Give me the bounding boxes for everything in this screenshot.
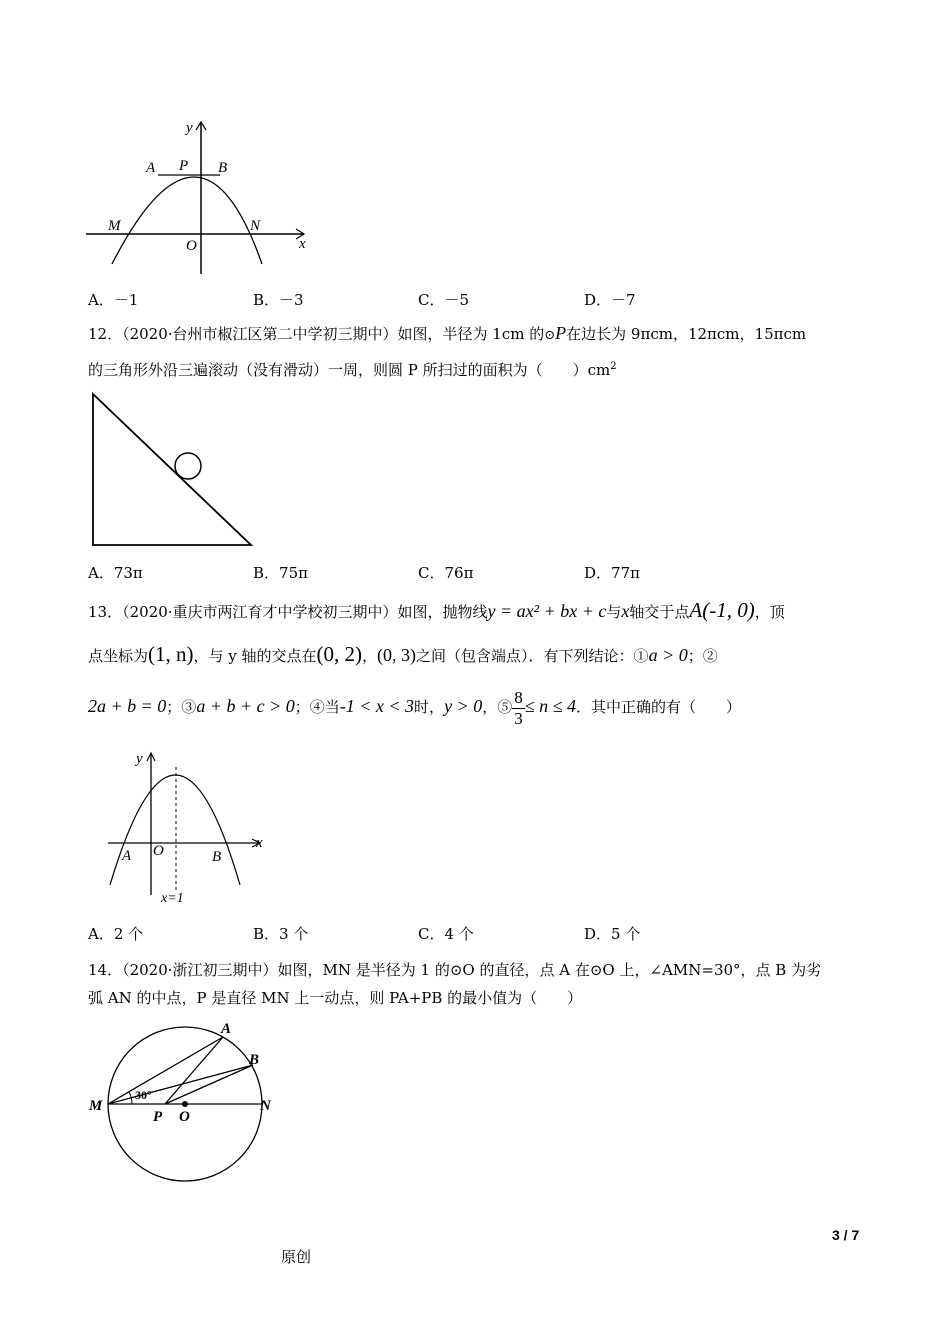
q13-label-axis: x=1 <box>161 891 184 906</box>
q11-label-N: N <box>250 218 261 234</box>
q11-option-b: B．－3 <box>253 291 304 309</box>
q14-label-angle: 30° <box>135 1088 152 1102</box>
q12-option-d: D．77π <box>584 564 640 582</box>
q14-circle-figure <box>85 1015 285 1183</box>
q13-point-a: A(-1, 0) <box>689 598 755 622</box>
q12-triangle-figure <box>88 390 258 550</box>
q13-label-x: x <box>256 835 263 851</box>
q13-conclusion-1: a > 0 <box>648 645 688 665</box>
q11-label-x: x <box>299 236 306 252</box>
q13-option-c: C．4 个 <box>418 925 474 943</box>
q11-parabola-figure <box>82 118 314 278</box>
q13-equation: y = ax² + bx + c <box>487 601 607 621</box>
page-number: 3 / 7 <box>832 1227 860 1243</box>
q12-option-c: C．76π <box>418 564 474 582</box>
q13-label-y: y <box>136 751 143 767</box>
q11-label-M: M <box>108 218 121 234</box>
q13-label-O: O <box>153 843 164 859</box>
q13-option-a: A．2 个 <box>88 925 144 943</box>
q11-option-c: C．－5 <box>418 291 470 309</box>
q13-option-b: B．3 个 <box>253 925 309 943</box>
q12-option-b: B．75π <box>253 564 308 582</box>
q11-label-B: B <box>218 160 228 176</box>
q13-label-B: B <box>212 849 222 865</box>
q12-stem-line2: 的三角形外沿三遍滚动（没有滑动）一周，则圆 P 所扫过的面积为（ ）$cm^2$ <box>88 361 617 379</box>
q13-conclusion-4: -1 < x < 3 <box>339 696 415 716</box>
q13-stem-line2: 点坐标为(1, n)，与 y 轴的交点在(0, 2)，(0, 3)之间（包含端点）．有下列结论：①a > 0；② <box>88 642 718 666</box>
q13-conclusion-3: a + b + c > 0 <box>196 696 295 716</box>
q11-label-y: y <box>186 120 193 136</box>
q12-option-a: A．73π <box>88 564 143 582</box>
q13-option-d: D．5 个 <box>584 925 641 943</box>
q13-stem-line3: 2a + b = 0；③a + b + c > 0；④当-1 < x < 3时，y > 0，⑤ $\frac{8}{3}$ ≤ n ≤ 4．其中正确的有（ ） <box>88 687 741 728</box>
q14-label-M: M <box>89 1098 103 1114</box>
q13-label-A: A <box>122 848 132 864</box>
q14-label-N: N <box>260 1098 271 1114</box>
circle-symbol: ⊙ <box>544 328 556 343</box>
q14-stem-line1: 14．（2020·浙江初三期中）如图，MN 是半径为 1 的⊙O 的直径，点 A 在⊙O 上，∠AMN=30°，点 B 为劣 <box>88 961 822 979</box>
q11-label-P: P <box>179 158 189 174</box>
q14-label-O: O <box>179 1109 190 1125</box>
q11-label-A: A <box>146 160 156 176</box>
q11-option-d: D．－7 <box>584 291 636 309</box>
q11-option-a: A．－1 <box>88 291 139 309</box>
q14-label-P: P <box>153 1109 163 1125</box>
q11-label-O: O <box>186 238 197 254</box>
q12-stem-line1: 12．（2020·台州市椒江区第二中学初三期中）如图，半径为 1cm 的⊙P在边长为 9πcm，12πcm，15πcm <box>88 323 807 343</box>
q14-stem-line2: 弧 AN 的中点，P 是直径 MN 上一动点，则 PA+PB 的最小值为（ ） <box>88 989 583 1007</box>
q14-label-B: B <box>249 1052 260 1068</box>
footer-note: 原创 <box>281 1248 312 1266</box>
q13-conclusion-2: 2a + b = 0 <box>88 696 167 716</box>
q13-conclusion-5: ≤ n ≤ 4 <box>524 696 576 716</box>
q13-vertex: (1, n) <box>148 642 194 666</box>
q14-label-A: A <box>221 1021 232 1037</box>
q13-fraction: $\frac{8}{3}$ <box>514 687 523 728</box>
q13-stem-line1: 13．（2020·重庆市两江育才中学校初三期中）如图，抛物线y = ax² + bx + c与x轴交于点A(-1, 0)，顶 <box>88 598 785 622</box>
q13-parabola-figure <box>100 745 280 907</box>
